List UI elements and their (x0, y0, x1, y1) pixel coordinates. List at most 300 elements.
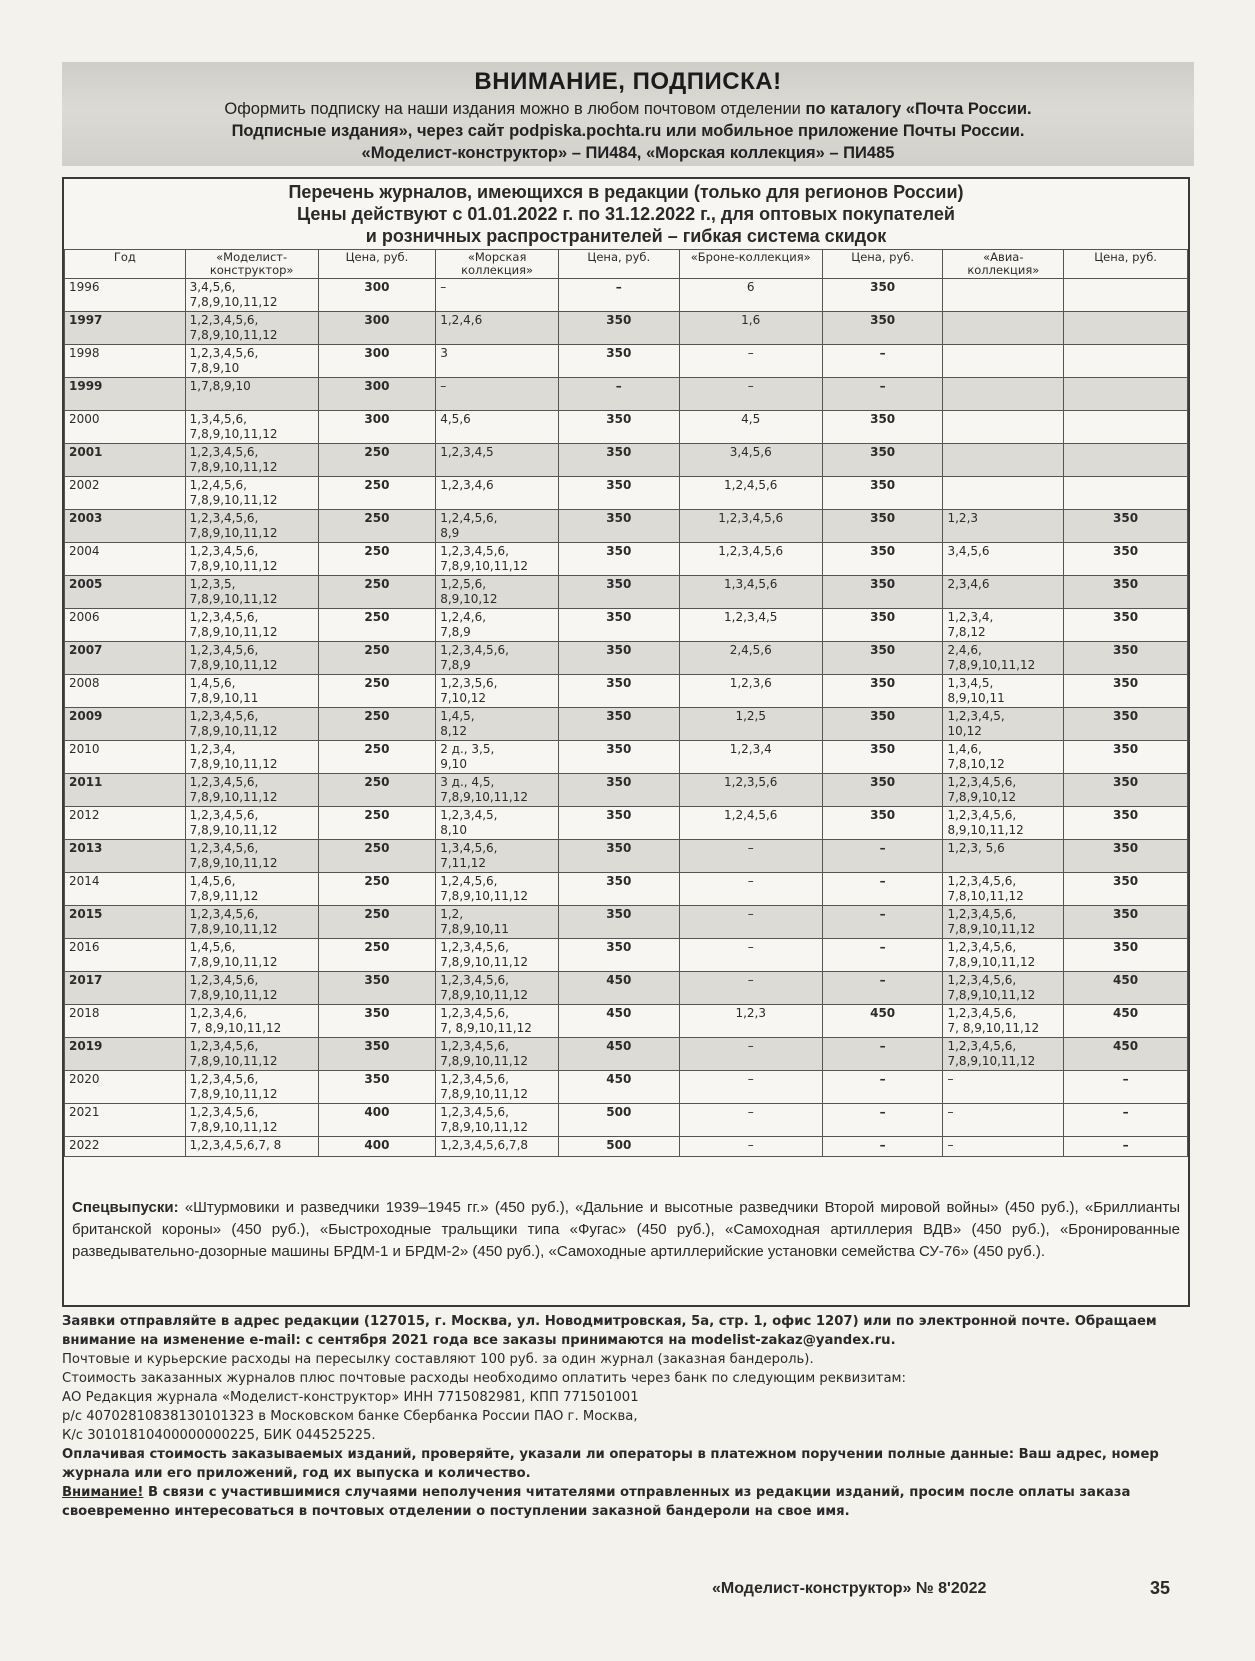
cell-avia-issues: 1,2,3,4,5,6, 7,8,9,10,11,12 (943, 939, 1064, 972)
cell-avia-price: – (1064, 1071, 1188, 1104)
cell-brone-price: 350 (822, 708, 943, 741)
col-price-1: Цена, руб. (318, 250, 436, 279)
cell-morsk-price: 500 (558, 1137, 679, 1157)
cell-year: 2017 (65, 972, 186, 1005)
cell-brone-price: 350 (822, 444, 943, 477)
cell-year: 2001 (65, 444, 186, 477)
cell-avia-issues (943, 345, 1064, 378)
cell-avia-price (1064, 477, 1188, 510)
cell-avia-price: 350 (1064, 774, 1188, 807)
table-row (65, 576, 1188, 609)
banner-line-1-normal: Оформить подписку на наши издания можно в любом почтовом отделении (224, 100, 806, 118)
cell-year: 2014 (65, 873, 186, 906)
cell-morsk-issues: 4,5,6 (436, 411, 559, 444)
page-number: 35 (1150, 1578, 1171, 1598)
cell-morsk-issues: 1,2, 7,8,9,10,11 (436, 906, 559, 939)
cell-mk-price: 250 (318, 741, 436, 774)
cell-morsk-price: 350 (558, 477, 679, 510)
cell-mk-price: 250 (318, 642, 436, 675)
cell-year: 2015 (65, 906, 186, 939)
cell-morsk-price: 350 (558, 807, 679, 840)
cell-year: 1998 (65, 345, 186, 378)
cell-avia-issues (943, 411, 1064, 444)
table-row (65, 1137, 1188, 1157)
table-row (65, 312, 1188, 345)
cell-brone-price: – (822, 378, 943, 411)
cell-brone-issues: – (679, 1071, 822, 1104)
cell-mk-issues: 1,2,3,4, 7,8,9,10,11,12 (185, 741, 318, 774)
cell-mk-price: 300 (318, 312, 436, 345)
cell-morsk-price: 350 (558, 312, 679, 345)
cell-morsk-issues: 3 (436, 345, 559, 378)
cell-year: 1996 (65, 279, 186, 312)
cell-morsk-issues: 1,2,3,4,5,6, 7,8,9 (436, 642, 559, 675)
cell-avia-issues (943, 444, 1064, 477)
cell-brone-price: 450 (822, 1005, 943, 1038)
banner-title: ВНИМАНИЕ, ПОДПИСКА! (474, 68, 782, 95)
cell-brone-issues: 3,4,5,6 (679, 444, 822, 477)
cell-brone-issues: – (679, 1137, 822, 1157)
table-row (65, 378, 1188, 411)
cell-brone-issues: 1,2,3,4,5,6 (679, 543, 822, 576)
cell-avia-issues: 1,2,3,4,5,6, 7,8,9,10,11,12 (943, 906, 1064, 939)
cell-avia-price: 350 (1064, 675, 1188, 708)
col-year: Год (65, 250, 186, 279)
cell-morsk-price: – (558, 378, 679, 411)
table-row (65, 609, 1188, 642)
table-row (65, 345, 1188, 378)
cell-mk-issues: 1,2,3,4,5,6,7, 8 (185, 1137, 318, 1157)
cell-mk-price: 300 (318, 345, 436, 378)
cell-avia-issues: – (943, 1137, 1064, 1157)
cell-morsk-issues: – (436, 378, 559, 411)
cell-year: 2004 (65, 543, 186, 576)
subscription-banner (62, 62, 1194, 166)
cell-mk-price: 300 (318, 411, 436, 444)
cell-mk-issues: 1,4,5,6, 7,8,9,11,12 (185, 873, 318, 906)
cell-avia-issues (943, 312, 1064, 345)
cell-morsk-issues: 1,2,3,4,5,6, 7,8,9,10,11,12 (436, 1038, 559, 1071)
cell-year: 2016 (65, 939, 186, 972)
cell-brone-issues: – (679, 1038, 822, 1071)
cell-year: 2012 (65, 807, 186, 840)
table-row (65, 675, 1188, 708)
cell-avia-issues: 1,2,3,4,5,6, 7, 8,9,10,11,12 (943, 1005, 1064, 1038)
cell-avia-price: 450 (1064, 1038, 1188, 1071)
cell-brone-price: 350 (822, 411, 943, 444)
cell-avia-price: 350 (1064, 741, 1188, 774)
cell-brone-price: 350 (822, 609, 943, 642)
table-row (65, 477, 1188, 510)
cell-year: 2010 (65, 741, 186, 774)
cell-brone-price: 350 (822, 312, 943, 345)
order-paragraph-3: Стоимость заказанных журналов плюс почтовые расходы необходимо оплатить через банк по следующим реквизитам: (62, 1371, 906, 1386)
cell-morsk-issues: 1,3,4,5,6, 7,11,12 (436, 840, 559, 873)
cell-morsk-issues: 1,2,3,4,5,6, 7,8,9,10,11,12 (436, 1071, 559, 1104)
banner-line-1-bold: по каталогу «Почта России. (805, 100, 1032, 118)
cell-brone-price: 350 (822, 807, 943, 840)
cell-mk-price: 300 (318, 378, 436, 411)
cell-morsk-price: 350 (558, 510, 679, 543)
cell-avia-price (1064, 345, 1188, 378)
cell-mk-price: 400 (318, 1137, 436, 1157)
cell-avia-price: 350 (1064, 708, 1188, 741)
cell-brone-issues: 1,6 (679, 312, 822, 345)
table-row (65, 708, 1188, 741)
price-table-body (65, 279, 1188, 1157)
cell-brone-issues: – (679, 378, 822, 411)
table-row (65, 444, 1188, 477)
cell-mk-issues: 1,2,3,4,5,6, 7,8,9,10,11,12 (185, 1038, 318, 1071)
cell-year: 2021 (65, 1104, 186, 1137)
cell-mk-issues: 1,2,3,4,5,6, 7,8,9,10,11,12 (185, 807, 318, 840)
cell-brone-issues: 1,2,3 (679, 1005, 822, 1038)
cell-brone-issues: – (679, 873, 822, 906)
cell-morsk-price: 350 (558, 708, 679, 741)
cell-avia-price: 350 (1064, 543, 1188, 576)
cell-brone-issues: 1,2,3,4 (679, 741, 822, 774)
cell-morsk-price: 350 (558, 543, 679, 576)
cell-morsk-issues: 1,4,5, 8,12 (436, 708, 559, 741)
cell-mk-price: 250 (318, 939, 436, 972)
cell-avia-price: – (1064, 1137, 1188, 1157)
cell-mk-issues: 1,2,3,4,5,6, 7,8,9,10,11,12 (185, 972, 318, 1005)
cell-morsk-price: 350 (558, 675, 679, 708)
cell-morsk-issues: 1,2,3,4,5,6, 7,8,9,10,11,12 (436, 972, 559, 1005)
cell-brone-price: – (822, 1137, 943, 1157)
cell-mk-issues: 1,7,8,9,10 (185, 378, 318, 411)
banner-line-3: «Моделист-конструктор» – ПИ484, «Морская коллекция» – ПИ485 (361, 144, 895, 162)
table-row (65, 510, 1188, 543)
cell-avia-issues: 3,4,5,6 (943, 543, 1064, 576)
cell-avia-issues: 1,2,3 (943, 510, 1064, 543)
cell-avia-price: 350 (1064, 642, 1188, 675)
cell-brone-price: 350 (822, 741, 943, 774)
cell-mk-price: 350 (318, 972, 436, 1005)
cell-morsk-price: 350 (558, 444, 679, 477)
cell-brone-issues: 1,2,3,5,6 (679, 774, 822, 807)
cell-avia-price: 350 (1064, 510, 1188, 543)
footer-magazine: «Моделист-конструктор» № 8'2022 (712, 1580, 987, 1597)
cell-avia-price: 350 (1064, 939, 1188, 972)
cell-morsk-price: – (558, 279, 679, 312)
cell-avia-price (1064, 444, 1188, 477)
cell-brone-price: 350 (822, 576, 943, 609)
cell-mk-issues: 1,2,3,4,5,6, 7,8,9,10,11,12 (185, 840, 318, 873)
cell-morsk-price: 350 (558, 840, 679, 873)
cell-avia-issues: 1,2,3,4,5,6, 7,8,10,11,12 (943, 873, 1064, 906)
cell-mk-price: 350 (318, 1005, 436, 1038)
cell-mk-price: 250 (318, 477, 436, 510)
cell-avia-issues: 1,2,3,4,5, 10,12 (943, 708, 1064, 741)
cell-brone-issues: 2,4,5,6 (679, 642, 822, 675)
cell-year: 2002 (65, 477, 186, 510)
col-price-2: Цена, руб. (558, 250, 679, 279)
cell-mk-issues: 1,2,3,4,5,6, 7,8,9,10,11,12 (185, 609, 318, 642)
cell-year: 2003 (65, 510, 186, 543)
cell-brone-issues: – (679, 840, 822, 873)
cell-avia-price (1064, 279, 1188, 312)
cell-year: 2013 (65, 840, 186, 873)
attention-text: В связи с участившимися случаями неполучения читателями отправленных из редакции изданий, просим после оплаты заказа своевременно интересоваться в почтовых отделении о поступлении заказной бандероли на свое имя. (62, 1485, 1131, 1519)
cell-brone-issues: – (679, 1104, 822, 1137)
cell-morsk-price: 350 (558, 642, 679, 675)
cell-morsk-price: 500 (558, 1104, 679, 1137)
cell-mk-issues: 1,2,3,4,5,6, 7,8,9,10,11,12 (185, 510, 318, 543)
special-issues (72, 1197, 1180, 1263)
cell-brone-price: – (822, 939, 943, 972)
cell-brone-price: – (822, 345, 943, 378)
cell-year: 2007 (65, 642, 186, 675)
cell-avia-issues: 1,3,4,5, 8,9,10,11 (943, 675, 1064, 708)
cell-mk-price: 250 (318, 576, 436, 609)
cell-mk-issues: 1,2,3,4,5,6, 7,8,9,10,11,12 (185, 543, 318, 576)
cell-mk-issues: 1,2,3,5, 7,8,9,10,11,12 (185, 576, 318, 609)
cell-morsk-issues: 3 д., 4,5, 7,8,9,10,11,12 (436, 774, 559, 807)
cell-brone-price: – (822, 873, 943, 906)
cell-year: 2009 (65, 708, 186, 741)
cell-morsk-price: 350 (558, 873, 679, 906)
cell-mk-price: 250 (318, 807, 436, 840)
cell-mk-issues: 1,2,3,4,5,6, 7,8,9,10,11,12 (185, 444, 318, 477)
cell-brone-price: 350 (822, 543, 943, 576)
cell-brone-price: 350 (822, 279, 943, 312)
table-row (65, 543, 1188, 576)
table-row (65, 279, 1188, 312)
cell-mk-price: 250 (318, 873, 436, 906)
banner-line-2: Подписные издания», через сайт podpiska.pochta.ru или мобильное приложение Почты России. (231, 122, 1025, 140)
cell-mk-issues: 1,2,3,4,5,6, 7,8,9,10,11,12 (185, 642, 318, 675)
order-paragraph-5: р/с 40702810838130101323 в Московском банке Сбербанка России ПАО г. Москва, (62, 1409, 638, 1424)
cell-mk-issues: 1,2,3,4,5,6, 7,8,9,10,11,12 (185, 1104, 318, 1137)
order-paragraph-2: Почтовые и курьерские расходы на пересылку составляют 100 руб. за один журнал (заказная бандероль). (62, 1352, 814, 1367)
cell-brone-price: – (822, 906, 943, 939)
table-heading (64, 179, 1188, 249)
order-info (62, 1312, 1192, 1521)
cell-avia-issues: 1,2,3,4,5,6, 7,8,9,10,11,12 (943, 1038, 1064, 1071)
cell-brone-issues: 1,2,4,5,6 (679, 477, 822, 510)
table-row (65, 1104, 1188, 1137)
cell-brone-price: – (822, 1104, 943, 1137)
cell-morsk-price: 450 (558, 972, 679, 1005)
table-row (65, 1038, 1188, 1071)
cell-year: 2006 (65, 609, 186, 642)
order-paragraph-6: К/с 30101810400000000225, БИК 044525225. (62, 1428, 376, 1443)
cell-morsk-issues: 1,2,4,5,6, 8,9 (436, 510, 559, 543)
table-row (65, 906, 1188, 939)
cell-brone-price: 350 (822, 477, 943, 510)
cell-brone-price: 350 (822, 675, 943, 708)
cell-year: 2020 (65, 1071, 186, 1104)
cell-mk-price: 250 (318, 609, 436, 642)
table-row (65, 939, 1188, 972)
cell-year: 2008 (65, 675, 186, 708)
cell-morsk-issues: – (436, 279, 559, 312)
cell-avia-price: 450 (1064, 972, 1188, 1005)
cell-avia-issues: 1,2,3,4,5,6, 7,8,9,10,11,12 (943, 972, 1064, 1005)
cell-brone-issues: – (679, 939, 822, 972)
cell-avia-price: 350 (1064, 609, 1188, 642)
cell-morsk-issues: 1,2,5,6, 8,9,10,12 (436, 576, 559, 609)
cell-morsk-issues: 2 д., 3,5, 9,10 (436, 741, 559, 774)
cell-mk-price: 250 (318, 774, 436, 807)
cell-mk-issues: 1,3,4,5,6, 7,8,9,10,11,12 (185, 411, 318, 444)
cell-morsk-issues: 1,2,3,5,6, 7,10,12 (436, 675, 559, 708)
cell-mk-issues: 1,2,4,5,6, 7,8,9,10,11,12 (185, 477, 318, 510)
banner-line-1 (62, 98, 1194, 120)
cell-mk-price: 250 (318, 444, 436, 477)
cell-morsk-price: 450 (558, 1005, 679, 1038)
order-paragraph-1: Заявки отправляйте в адрес редакции (127015, г. Москва, ул. Новодмитровская, 5а, стр. 1, офис 1207) или по электронной почте. Обращаем внимание на изменение e-mail: с сентября 2021 года все заказы принимаются на modelist-zakaz@yandex.ru. (62, 1314, 1157, 1348)
cell-mk-issues: 1,2,3,4,5,6, 7,8,9,10,11,12 (185, 774, 318, 807)
cell-avia-price: 350 (1064, 576, 1188, 609)
cell-avia-price: 350 (1064, 906, 1188, 939)
cell-morsk-price: 350 (558, 576, 679, 609)
cell-brone-issues: 1,2,3,4,5 (679, 609, 822, 642)
cell-morsk-price: 450 (558, 1038, 679, 1071)
cell-morsk-price: 450 (558, 1071, 679, 1104)
col-avia: «Авиа-коллекция» (943, 250, 1064, 279)
col-brone: «Броне-коллекция» (679, 250, 822, 279)
cell-brone-price: – (822, 1071, 943, 1104)
table-row (65, 807, 1188, 840)
cell-morsk-issues: 1,2,3,4,5,6, 7,8,9,10,11,12 (436, 1104, 559, 1137)
table-heading-line-2: Цены действуют с 01.01.2022 г. по 31.12.2022 г., для оптовых покупателей (297, 204, 955, 224)
cell-morsk-issues: 1,2,3,4,5,6, 7, 8,9,10,11,12 (436, 1005, 559, 1038)
cell-morsk-price: 350 (558, 906, 679, 939)
cell-avia-issues: – (943, 1104, 1064, 1137)
table-header-row (65, 250, 1188, 279)
table-heading-line-3: и розничных распространителей – гибкая система скидок (365, 226, 887, 246)
cell-brone-issues: – (679, 345, 822, 378)
cell-avia-issues: 1,4,6, 7,8,10,12 (943, 741, 1064, 774)
cell-avia-issues: – (943, 1071, 1064, 1104)
cell-mk-issues: 3,4,5,6, 7,8,9,10,11,12 (185, 279, 318, 312)
special-issues-label: Спецвыпуски: (72, 1199, 179, 1216)
cell-mk-issues: 1,4,5,6, 7,8,9,10,11,12 (185, 939, 318, 972)
cell-mk-price: 250 (318, 675, 436, 708)
cell-morsk-issues: 1,2,4,6, 7,8,9 (436, 609, 559, 642)
cell-mk-issues: 1,2,3,4,5,6, 7,8,9,10 (185, 345, 318, 378)
cell-morsk-issues: 1,2,3,4,5, 8,10 (436, 807, 559, 840)
cell-brone-price: 350 (822, 510, 943, 543)
cell-avia-issues: 1,2,3,4, 7,8,12 (943, 609, 1064, 642)
cell-brone-issues: 1,3,4,5,6 (679, 576, 822, 609)
cell-year: 2000 (65, 411, 186, 444)
cell-morsk-issues: 1,2,4,6 (436, 312, 559, 345)
table-row (65, 840, 1188, 873)
table-row (65, 1005, 1188, 1038)
table-row (65, 642, 1188, 675)
cell-morsk-issues: 1,2,3,4,5,6, 7,8,9,10,11,12 (436, 939, 559, 972)
cell-morsk-issues: 1,2,3,4,5 (436, 444, 559, 477)
cell-mk-issues: 1,4,5,6, 7,8,9,10,11 (185, 675, 318, 708)
cell-avia-issues (943, 279, 1064, 312)
cell-brone-issues: 1,2,3,6 (679, 675, 822, 708)
cell-brone-price: – (822, 972, 943, 1005)
cell-avia-issues: 1,2,3,4,5,6, 8,9,10,11,12 (943, 807, 1064, 840)
col-morsk: «Морская коллекция» (436, 250, 559, 279)
cell-mk-issues: 1,2,3,4,5,6, 7,8,9,10,11,12 (185, 1071, 318, 1104)
cell-avia-issues: 1,2,3,4,5,6, 7,8,9,10,12 (943, 774, 1064, 807)
cell-avia-issues: 2,4,6, 7,8,9,10,11,12 (943, 642, 1064, 675)
cell-morsk-price: 350 (558, 345, 679, 378)
cell-year: 2018 (65, 1005, 186, 1038)
cell-brone-issues: 1,2,4,5,6 (679, 807, 822, 840)
cell-year: 1999 (65, 378, 186, 411)
cell-mk-price: 250 (318, 906, 436, 939)
cell-year: 2019 (65, 1038, 186, 1071)
cell-avia-price: 350 (1064, 873, 1188, 906)
cell-brone-issues: – (679, 906, 822, 939)
cell-mk-price: 250 (318, 510, 436, 543)
cell-avia-price: 350 (1064, 807, 1188, 840)
col-mk: «Моделист-конструктор» (185, 250, 318, 279)
cell-avia-issues (943, 378, 1064, 411)
price-table (64, 249, 1188, 1157)
cell-morsk-price: 350 (558, 939, 679, 972)
cell-brone-price: – (822, 1038, 943, 1071)
cell-mk-price: 350 (318, 1038, 436, 1071)
cell-mk-price: 250 (318, 708, 436, 741)
cell-morsk-price: 350 (558, 741, 679, 774)
cell-brone-issues: 1,2,3,4,5,6 (679, 510, 822, 543)
table-row (65, 411, 1188, 444)
special-issues-text: «Штурмовики и разведчики 1939–1945 гг.» (450 руб.), «Дальние и высотные разведчики Второй мировой войны» (450 руб.), «Бриллианты британской короны» (450 руб.), «Быстроходные тральщики типа «Фугас» (450 руб.), «Самоходная артиллерия ВДВ» (450 руб.), «Бронированные разведывательно-дозорные машины БРДМ-1 и БРДМ-2» (450 руб.), «Самоходные артиллерийские установки семейства СУ-76» (450 руб.). (72, 1199, 1180, 1260)
cell-morsk-issues: 1,2,4,5,6, 7,8,9,10,11,12 (436, 873, 559, 906)
order-paragraph-7: Оплачивая стоимость заказываемых изданий, проверяйте, указали ли операторы в платежном поручении полные данные: Ваш адрес, номер журнала или его приложений, год их выпуска и количество. (62, 1447, 1159, 1481)
cell-mk-issues: 1,2,3,4,5,6, 7,8,9,10,11,12 (185, 312, 318, 345)
cell-brone-price: – (822, 840, 943, 873)
cell-mk-price: 250 (318, 840, 436, 873)
cell-brone-issues: – (679, 972, 822, 1005)
cell-avia-price (1064, 312, 1188, 345)
table-row (65, 873, 1188, 906)
table-row (65, 774, 1188, 807)
cell-morsk-issues: 1,2,3,4,5,6, 7,8,9,10,11,12 (436, 543, 559, 576)
cell-morsk-issues: 1,2,3,4,5,6,7,8 (436, 1137, 559, 1157)
cell-morsk-price: 350 (558, 609, 679, 642)
cell-mk-price: 250 (318, 543, 436, 576)
cell-year: 2011 (65, 774, 186, 807)
cell-mk-issues: 1,2,3,4,5,6, 7,8,9,10,11,12 (185, 906, 318, 939)
attention-label: Внимание! (62, 1485, 144, 1500)
cell-brone-price: 350 (822, 774, 943, 807)
col-price-4: Цена, руб. (1064, 250, 1188, 279)
cell-mk-issues: 1,2,3,4,5,6, 7,8,9,10,11,12 (185, 708, 318, 741)
cell-avia-price: 450 (1064, 1005, 1188, 1038)
cell-avia-issues: 2,3,4,6 (943, 576, 1064, 609)
cell-year: 2022 (65, 1137, 186, 1157)
cell-avia-issues (943, 477, 1064, 510)
cell-mk-issues: 1,2,3,4,6, 7, 8,9,10,11,12 (185, 1005, 318, 1038)
cell-mk-price: 400 (318, 1104, 436, 1137)
table-heading-line-1: Перечень журналов, имеющихся в редакции (только для регионов России) (288, 182, 964, 202)
cell-mk-price: 350 (318, 1071, 436, 1104)
cell-year: 1997 (65, 312, 186, 345)
cell-morsk-price: 350 (558, 411, 679, 444)
price-list-frame (62, 177, 1190, 1307)
cell-avia-issues: 1,2,3, 5,6 (943, 840, 1064, 873)
table-row (65, 1071, 1188, 1104)
cell-morsk-issues: 1,2,3,4,6 (436, 477, 559, 510)
cell-avia-price: – (1064, 1104, 1188, 1137)
order-paragraph-8 (62, 1483, 1192, 1521)
cell-morsk-price: 350 (558, 774, 679, 807)
cell-brone-issues: 4,5 (679, 411, 822, 444)
cell-year: 2005 (65, 576, 186, 609)
cell-brone-issues: 1,2,5 (679, 708, 822, 741)
